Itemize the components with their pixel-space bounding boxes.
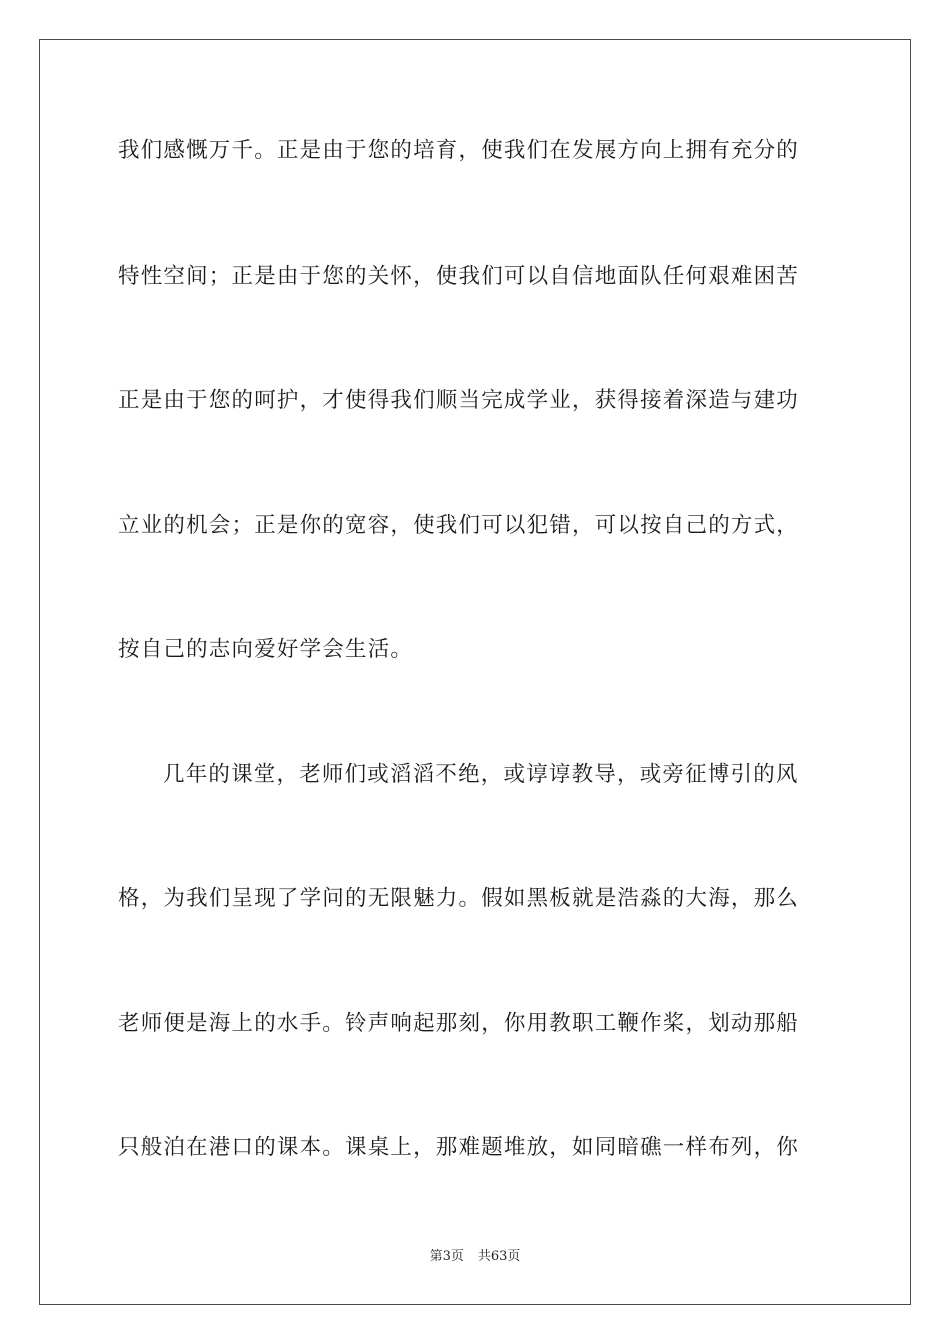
paragraph-line: 老师便是海上的水手。铃声响起那刻，你用教职工鞭作桨，划动那船 [118,1011,800,1036]
paragraph-line: 我们感慨万千。正是由于您的培育，使我们在发展方向上拥有充分的 [118,138,800,163]
paragraph-line: 几年的课堂，老师们或滔滔不绝，或谆谆教导，或旁征博引的风 [163,762,799,787]
paragraph-line: 正是由于您的呵护，才使得我们顺当完成学业，获得接着深造与建功 [118,388,800,413]
paragraph-line: 立业的机会；正是你的宽容，使我们可以犯错，可以按自己的方式， [118,513,800,538]
page-number: 第3页 [429,1249,464,1264]
paragraph-line: 特性空间；正是由于您的关怀，使我们可以自信地面队任何艰难困苦 [118,264,800,289]
paragraph-line: 格，为我们呈现了学问的无限魅力。假如黑板就是浩淼的大海，那么 [118,886,800,911]
page-border [39,39,911,1305]
paragraph-line: 按自己的志向爱好学会生活。 [118,637,414,662]
total-pages: 共63页 [477,1249,521,1264]
paragraph-line: 只般泊在港口的课本。课桌上，那难题堆放，如同暗礁一样布列，你 [118,1135,800,1160]
page-footer [0,1248,950,1266]
